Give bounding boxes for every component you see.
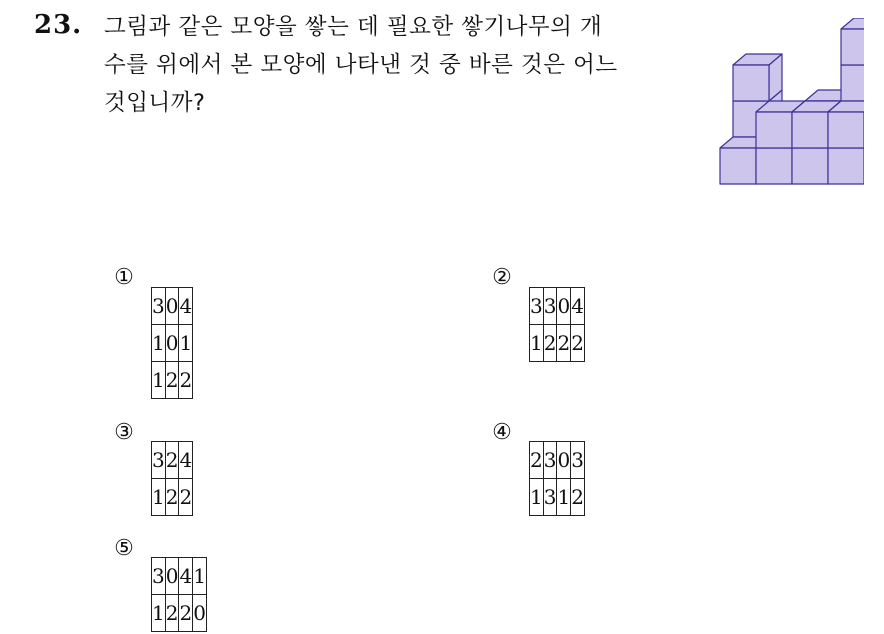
grid-row <box>152 595 207 632</box>
grid-cell: 3 <box>530 288 544 325</box>
grid-cell: 1 <box>179 325 193 362</box>
cube-face <box>841 18 864 29</box>
grid-cell: 4 <box>179 558 193 595</box>
grid-cell: 1 <box>152 479 166 516</box>
grid-cell: 1 <box>152 362 166 399</box>
cube-face <box>792 148 828 184</box>
grid-cell: 1 <box>152 325 166 362</box>
question-line: 그림과 같은 모양을 쌓는 데 필요한 쌓기나무의 개 <box>104 14 603 40</box>
grid-cell: 2 <box>571 325 585 362</box>
answer-grid <box>529 287 585 362</box>
grid-cell: 3 <box>152 558 166 595</box>
grid-cell: 2 <box>165 595 179 632</box>
grid-cell: 1 <box>530 325 544 362</box>
grid-row <box>152 558 207 595</box>
grid-cell: 0 <box>193 595 207 632</box>
cube-face <box>756 148 792 184</box>
grid-row <box>530 288 585 325</box>
answer-grid <box>151 441 193 516</box>
question-text <box>104 8 684 122</box>
grid-cell: 2 <box>179 595 193 632</box>
grid-cell: 2 <box>179 479 193 516</box>
grid-cell: 3 <box>571 442 585 479</box>
grid-cell: 1 <box>530 479 544 516</box>
grid-row <box>152 288 193 325</box>
option-marker: ⑤ <box>114 536 134 561</box>
grid-cell: 0 <box>557 288 571 325</box>
grid-cell: 2 <box>179 362 193 399</box>
answer-grid <box>529 441 585 516</box>
grid-cell: 2 <box>165 362 179 399</box>
question-line: 수를 위에서 본 모양에 나타낸 것 중 바른 것은 어느 <box>104 52 618 78</box>
stacked-cubes-figure <box>716 18 864 188</box>
grid-cell: 2 <box>165 479 179 516</box>
grid-row <box>530 325 585 362</box>
cube-face <box>733 65 769 101</box>
answer-grid <box>151 557 207 632</box>
grid-cell: 4 <box>179 288 193 325</box>
grid-cell: 1 <box>557 479 571 516</box>
grid-row <box>530 479 585 516</box>
cube-stack <box>720 18 864 184</box>
cube-face <box>756 112 792 148</box>
cube-face <box>841 29 864 65</box>
grid-cell: 3 <box>543 288 557 325</box>
question-line: 것입니까? <box>104 90 206 116</box>
cube-face <box>720 148 756 184</box>
grid-row <box>152 442 193 479</box>
grid-cell: 3 <box>543 479 557 516</box>
grid-cell: 1 <box>193 558 207 595</box>
grid-cell: 3 <box>543 442 557 479</box>
question-number: 23. <box>34 10 83 40</box>
grid-cell: 0 <box>165 288 179 325</box>
cube-face <box>792 112 828 148</box>
cube-face <box>828 112 864 148</box>
grid-cell: 4 <box>179 442 193 479</box>
grid-cell: 1 <box>152 595 166 632</box>
answer-grid <box>151 287 193 399</box>
option-marker: ③ <box>114 420 134 445</box>
cube-face <box>828 148 864 184</box>
grid-row <box>152 479 193 516</box>
option-marker: ② <box>492 265 512 290</box>
grid-cell: 2 <box>571 479 585 516</box>
grid-row <box>152 325 193 362</box>
grid-cell: 4 <box>571 288 585 325</box>
grid-cell: 0 <box>557 442 571 479</box>
grid-cell: 2 <box>557 325 571 362</box>
grid-row <box>152 362 193 399</box>
option-marker: ① <box>114 265 134 290</box>
grid-cell: 3 <box>152 288 166 325</box>
option-marker: ④ <box>492 420 512 445</box>
cube-face <box>841 65 864 101</box>
grid-cell: 2 <box>543 325 557 362</box>
grid-cell: 0 <box>165 558 179 595</box>
grid-cell: 0 <box>165 325 179 362</box>
grid-cell: 2 <box>165 442 179 479</box>
grid-row <box>530 442 585 479</box>
grid-cell: 2 <box>530 442 544 479</box>
grid-cell: 3 <box>152 442 166 479</box>
